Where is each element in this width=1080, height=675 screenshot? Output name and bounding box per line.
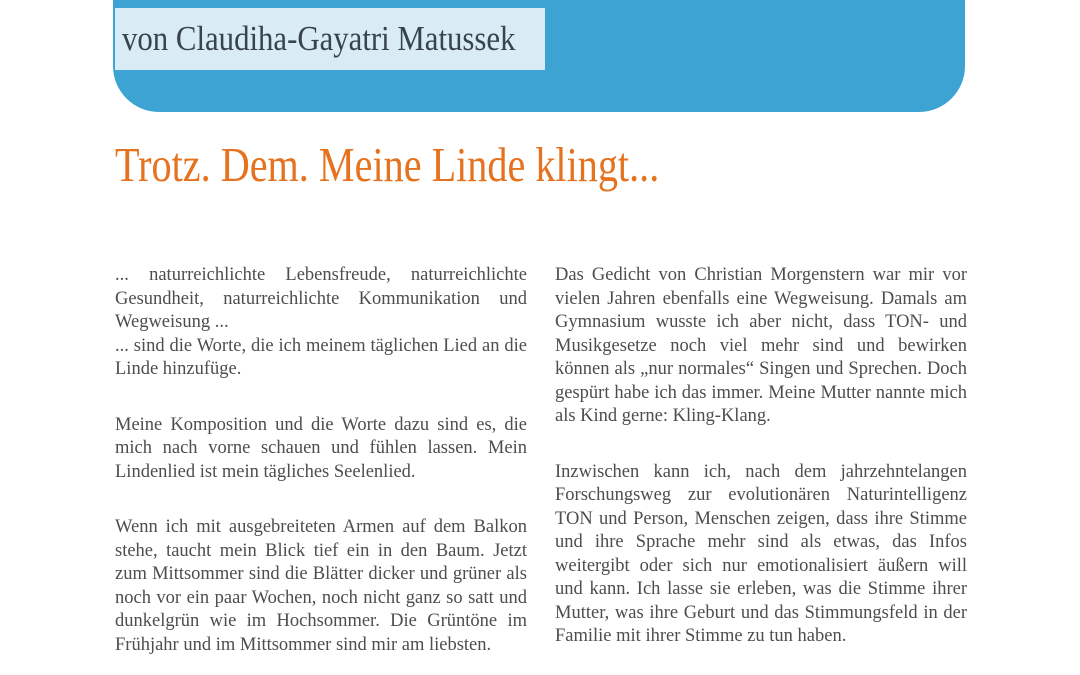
paragraph-intro-words: ... naturreichlichte Lebensfreude, naturreichlichte Gesundheit, naturreichlichte Kommunikation und Wegweisung ... xyxy=(115,265,527,332)
byline-box xyxy=(115,8,545,70)
paragraph-balkon: Wenn ich mit ausgebreiteten Armen auf dem Balkon stehe, taucht mein Blick tief ein in den Baum. Jetzt zum Mittsommer sind die Blätter dicker und grüner als noch vor ein paar Wochen, noch nicht ganz so satt und dunkelgrün wie im Hochsommer. Die Grüntöne im Frühjahr und im Mittsommer sind mir am liebsten. xyxy=(115,517,527,655)
paragraph-komposition: Meine Komposition und die Worte dazu sind es, die mich nach vorne schauen und fühlen lassen. Mein Lindenlied ist mein tägliches Seelenlied. xyxy=(115,414,527,482)
column-right xyxy=(555,264,967,657)
paragraph-intro-words-continued: ... sind die Worte, die ich meinem täglichen Lied an die Linde hinzufüge. xyxy=(115,335,527,379)
header-banner xyxy=(113,0,965,112)
paragraph-forschungsweg: Inzwischen kann ich, nach dem jahrzehntelangen Forschungsweg zur evolutionären Naturintelligenz TON und Person, Menschen zeigen, dass ihre Stimme und ihre Sprache mehr sind als etwas, das Infos weitergibt oder sich nur emotionalisiert äußern will und kann. Ich lasse sie erleben, was die Stimme ihrer Mutter, was ihre Geburt und das Stimmungsfeld in der Familie mit ihrer Stimme zu tun haben. xyxy=(555,461,967,646)
paragraph-gedicht: Das Gedicht von Christian Morgenstern war mir vor vielen Jahren ebenfalls eine Wegweisung. Damals am Gymnasium wusste ich aber nicht, dass TON- und Musikgesetze noch viel mehr sind und bewirken können als „nur normales“ Singen und Sprechen. Doch gespürt habe ich das immer. Meine Mutter nannte mich als Kind gerne: Kling-Klang. xyxy=(555,265,967,426)
article-body xyxy=(115,264,967,657)
article-title: Trotz. Dem. Meine Linde klingt... xyxy=(115,137,660,192)
column-left xyxy=(115,264,527,657)
byline-text: von Claudiha-Gayatri Matussek xyxy=(122,19,516,58)
